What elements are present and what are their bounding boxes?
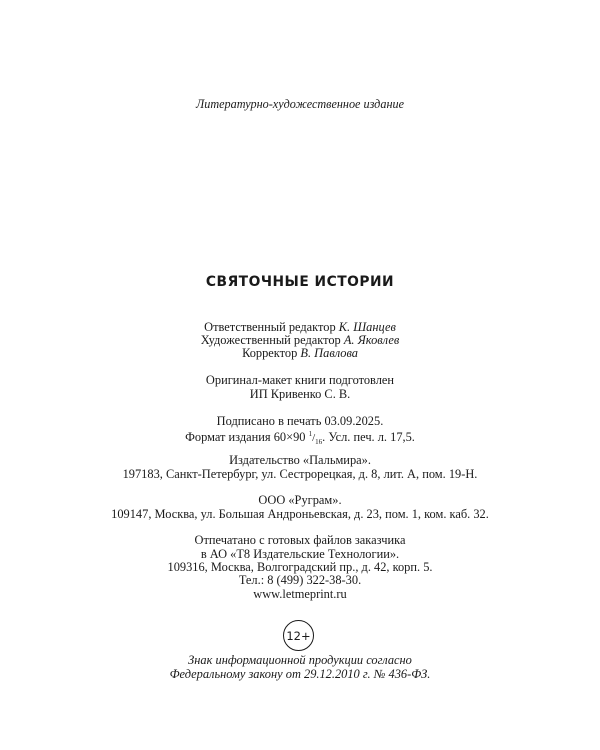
layout-info-line1: Оригинал-макет книги подготовлен (205, 373, 395, 387)
print-format: Формат издания 60×90 $^1/_{16}$. Усл. печ. л. 17,5. (185, 430, 415, 446)
credit-role: Художественный редактор (200, 333, 341, 347)
printer-website: www.letmeprint.ru (253, 587, 347, 601)
printer-line2: в АО «Т8 Издательские Технологии». (200, 547, 400, 561)
format-fraction-denominator: 16 (315, 438, 323, 446)
format-prefix: Формат издания 60×90 (185, 430, 306, 444)
age-rating-note2: Федеральному закону от 29.12.2010 г. № 436-ФЗ. (169, 667, 431, 681)
age-rating-badge: 12+ (283, 620, 314, 651)
credit-person: К. Шанцев (338, 320, 396, 334)
distributor-name: ООО «Руграм». (258, 493, 342, 507)
layout-info-line2: ИП Кривенко С. В. (249, 387, 351, 401)
distributor-address: 109147, Москва, ул. Большая Андроньевская, д. 23, пом. 1, ком. каб. 32. (111, 507, 489, 521)
age-rating-note1: Знак информационной продукции согласно (188, 653, 412, 667)
book-title: СВЯТОЧНЫЕ ИСТОРИИ (205, 274, 395, 290)
publisher-name: Издательство «Пальмира». (229, 453, 371, 467)
print-signed: Подписано в печать 03.09.2025. (216, 414, 384, 428)
publisher-address: 197183, Санкт-Петербург, ул. Сестрорецкая, д. 8, лит. А, пом. 19-Н. (122, 467, 478, 481)
credit-proofreader (0, 346, 600, 361)
format-fraction-numerator: 1 (308, 430, 313, 438)
printer-address: 109316, Москва, Волгоградский пр., д. 42, корп. 5. (167, 560, 433, 574)
credit-person: А. Яковлев (343, 333, 400, 347)
credit-role: Корректор (242, 346, 298, 360)
genre-label: Литературно-художественное издание (196, 97, 404, 111)
printer-line1: Отпечатано с готовых файлов заказчика (194, 533, 406, 547)
format-suffix: . Усл. печ. л. 17,5. (322, 430, 415, 444)
credit-person: В. Павлова (300, 346, 358, 360)
printer-phone: Тел.: 8 (499) 322-38-30. (238, 573, 362, 587)
credit-role: Ответственный редактор (204, 320, 336, 334)
